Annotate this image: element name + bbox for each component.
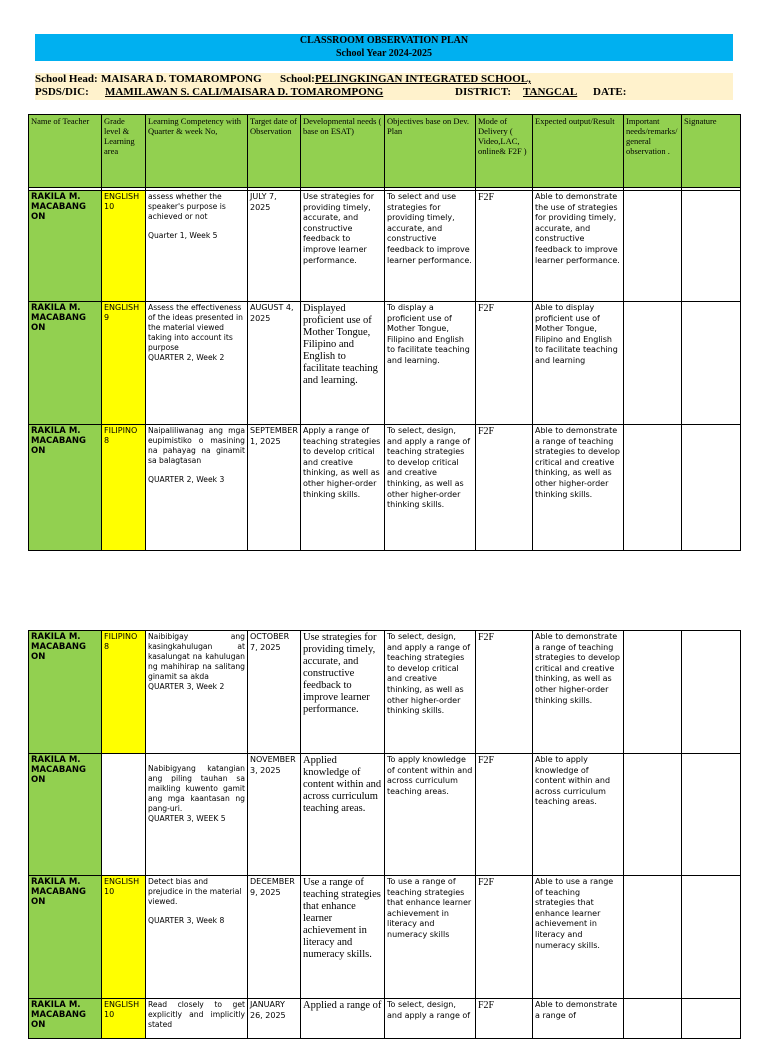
expected-output: Able to display proficient use of Mother Tongue, Filipino and English to facilitate teaching and learning xyxy=(533,302,624,425)
header-row xyxy=(29,115,741,188)
grade-level: ENGLISH 10 xyxy=(102,876,146,999)
developmental-needs: Applied knowledge of content within and across curriculum teaching areas. xyxy=(301,754,385,876)
target-date: JULY 7, 2025 xyxy=(248,191,301,302)
competency-text: assess whether the speaker's purpose is achieved or not xyxy=(148,192,226,221)
remarks-cell xyxy=(624,999,682,1039)
signature-cell xyxy=(682,876,741,999)
header-signature: Signature xyxy=(682,115,741,188)
target-date: OCTOBER 7, 2025 xyxy=(248,631,301,754)
learning-competency xyxy=(146,631,248,754)
competency-quarter: QUARTER 3, Week 8 xyxy=(148,916,225,925)
expected-output: Able to use a range of teaching strategies that enhance learner achievement in literacy and numeracy skills. xyxy=(533,876,624,999)
objectives: To select and use strategies for providing timely, accurate, and constructive feedback to improve learner performance. xyxy=(385,191,476,302)
document-title: CLASSROOM OBSERVATION PLAN xyxy=(299,35,469,46)
signature-cell xyxy=(682,631,741,754)
school-label: School: xyxy=(280,73,315,85)
school-year: School Year 2024-2025 xyxy=(335,48,433,59)
school-info-block xyxy=(35,73,733,100)
competency-quarter: Quarter 1, Week 5 xyxy=(148,231,218,240)
mode-of-delivery: F2F xyxy=(476,302,533,425)
expected-output: Able to demonstrate a range of teaching strategies to develop critical and creative thinking, as well as other higher-order thinking skills. xyxy=(533,425,624,551)
psds-name: MAMILAWAN S. CALI/MAISARA D. TOMAROMPONG xyxy=(105,86,384,98)
observation-table-page-1 xyxy=(28,114,741,551)
header-teacher: Name of Teacher xyxy=(29,115,102,188)
objectives: To select, design, and apply a range of teaching strategies to develop critical and creative thinking, as well as other higher-order thinking skills. xyxy=(385,631,476,754)
mode-of-delivery: F2F xyxy=(476,425,533,551)
mode-of-delivery: F2F xyxy=(476,191,533,302)
school-name: PELINGKINGAN INTEGRATED SCHOOL, xyxy=(315,73,531,85)
grade-level: ENGLISH 10 xyxy=(102,191,146,302)
psds-label: PSDS/DIC: xyxy=(35,86,89,98)
signature-cell xyxy=(682,191,741,302)
competency-text: Assess the effectiveness of the ideas presented in the material viewed taking into account its purpose xyxy=(148,303,243,352)
header-grade: Grade level & Learning area xyxy=(102,115,146,188)
observation-table-page-2 xyxy=(28,630,741,1039)
competency-quarter: QUARTER 2, Week 2 xyxy=(148,353,225,362)
learning-competency xyxy=(146,425,248,551)
grade-level: FILIPINO 8 xyxy=(102,631,146,754)
competency-text: Read closely to get explicitly and implicitly stated xyxy=(148,1000,245,1029)
table-row xyxy=(29,876,741,999)
signature-cell xyxy=(682,425,741,551)
learning-competency xyxy=(146,999,248,1039)
competency-quarter: QUARTER 2, Week 3 xyxy=(148,475,225,484)
competency-text: Nabibigyang katangian ang piling tauhan sa maikling kuwento gamit ang mga kaantasan ng pang-uri. xyxy=(148,764,245,813)
header-objectives: Objectives base on Dev. Plan xyxy=(385,115,476,188)
header-target-date: Target date of Observation xyxy=(248,115,301,188)
remarks-cell xyxy=(624,191,682,302)
competency-quarter: QUARTER 3, WEEK 5 xyxy=(148,814,226,823)
table-row xyxy=(29,631,741,754)
teacher-name: RAKILA M. MACABANG ON xyxy=(29,302,102,425)
header-mode: Mode of Delivery ( Video,LAC, online& F2F ) xyxy=(476,115,533,188)
remarks-cell xyxy=(624,754,682,876)
table-row xyxy=(29,999,741,1039)
remarks-cell xyxy=(624,631,682,754)
target-date: NOVEMBER 3, 2025 xyxy=(248,754,301,876)
table-row xyxy=(29,425,741,551)
mode-of-delivery: F2F xyxy=(476,754,533,876)
teacher-name: RAKILA M. MACABANG ON xyxy=(29,999,102,1039)
competency-text: Detect bias and prejudice in the material viewed. xyxy=(148,877,242,906)
competency-text: Naipaliliwanag ang mga eupimistiko o masining na pahayag na ginamit sa balagtasan xyxy=(148,426,245,465)
mode-of-delivery: F2F xyxy=(476,876,533,999)
objectives: To use a range of teaching strategies that enhance learner achievement in literacy and numeracy skills xyxy=(385,876,476,999)
learning-competency xyxy=(146,191,248,302)
expected-output: Able to demonstrate the use of strategies for providing timely, accurate, and constructive feedback to improve learner performance. xyxy=(533,191,624,302)
competency-text: Naibibigay ang kasingkahulugan at kasalungat na kahulugan ng mahihirap na salitang ginamit sa akda xyxy=(148,632,245,681)
school-head-label: School Head: xyxy=(35,73,98,85)
objectives: To select, design, and apply a range of teaching strategies to develop critical and creative thinking, as well as other higher-order thinking skills. xyxy=(385,425,476,551)
teacher-name: RAKILA M. MACABANG ON xyxy=(29,191,102,302)
signature-cell xyxy=(682,999,741,1039)
teacher-name: RAKILA M. MACABANG ON xyxy=(29,876,102,999)
objectives: To select, design, and apply a range of xyxy=(385,999,476,1039)
signature-cell xyxy=(682,302,741,425)
objectives: To display a proficient use of Mother Tongue, Filipino and English to facilitate teaching and learning. xyxy=(385,302,476,425)
grade-level xyxy=(102,754,146,876)
teacher-name: RAKILA M. MACABANG ON xyxy=(29,425,102,551)
table-row xyxy=(29,191,741,302)
objectives: To apply knowledge of content within and across curriculum teaching areas. xyxy=(385,754,476,876)
district-label: DISTRICT: xyxy=(455,86,512,98)
date-label: DATE: xyxy=(593,86,627,98)
title-banner xyxy=(35,34,733,61)
grade-level: ENGLISH 9 xyxy=(102,302,146,425)
district-name: TANGCAL xyxy=(523,86,578,98)
learning-competency xyxy=(146,876,248,999)
target-date: SEPTEMBER 1, 2025 xyxy=(248,425,301,551)
expected-output: Able to demonstrate a range of xyxy=(533,999,624,1039)
mode-of-delivery: F2F xyxy=(476,999,533,1039)
teacher-name: RAKILA M. MACABANG ON xyxy=(29,631,102,754)
mode-of-delivery: F2F xyxy=(476,631,533,754)
developmental-needs: Use strategies for providing timely, accurate, and constructive feedback to improve learner performance. xyxy=(301,191,385,302)
expected-output: Able to apply knowledge of content within and across curriculum teaching areas. xyxy=(533,754,624,876)
header-remarks: Important needs/remarks/general observation . xyxy=(624,115,682,188)
header-needs: Developmental needs ( base on ESAT) xyxy=(301,115,385,188)
teacher-name: RAKILA M. MACABANG ON xyxy=(29,754,102,876)
developmental-needs: Displayed proficient use of Mother Tongue, Filipino and English to facilitate teaching and learning. xyxy=(301,302,385,425)
remarks-cell xyxy=(624,302,682,425)
school-head-name: MAISARA D. TOMAROMPONG xyxy=(101,73,262,85)
header-expected: Expected output/Result xyxy=(533,115,624,188)
target-date: JANUARY 26, 2025 xyxy=(248,999,301,1039)
learning-competency xyxy=(146,302,248,425)
grade-level: FILIPINO 8 xyxy=(102,425,146,551)
developmental-needs: Use a range of teaching strategies that enhance learner achievement in literacy and numeracy skills. xyxy=(301,876,385,999)
target-date: DECEMBER 9, 2025 xyxy=(248,876,301,999)
expected-output: Able to demonstrate a range of teaching strategies to develop critical and creative thinking, as well as other higher-order thinking skills. xyxy=(533,631,624,754)
remarks-cell xyxy=(624,876,682,999)
competency-quarter: QUARTER 3, Week 2 xyxy=(148,682,225,691)
signature-cell xyxy=(682,754,741,876)
table-row xyxy=(29,754,741,876)
header-competency: Learning Competency with Quarter & week No, xyxy=(146,115,248,188)
learning-competency xyxy=(146,754,248,876)
target-date: AUGUST 4, 2025 xyxy=(248,302,301,425)
developmental-needs: Applied a range of xyxy=(301,999,385,1039)
grade-level: ENGLISH 10 xyxy=(102,999,146,1039)
table-row xyxy=(29,302,741,425)
developmental-needs: Apply a range of teaching strategies to develop critical and creative thinking, as well as other higher-order thinking skills. xyxy=(301,425,385,551)
remarks-cell xyxy=(624,425,682,551)
developmental-needs: Use strategies for providing timely, accurate, and constructive feedback to improve learner performance. xyxy=(301,631,385,754)
